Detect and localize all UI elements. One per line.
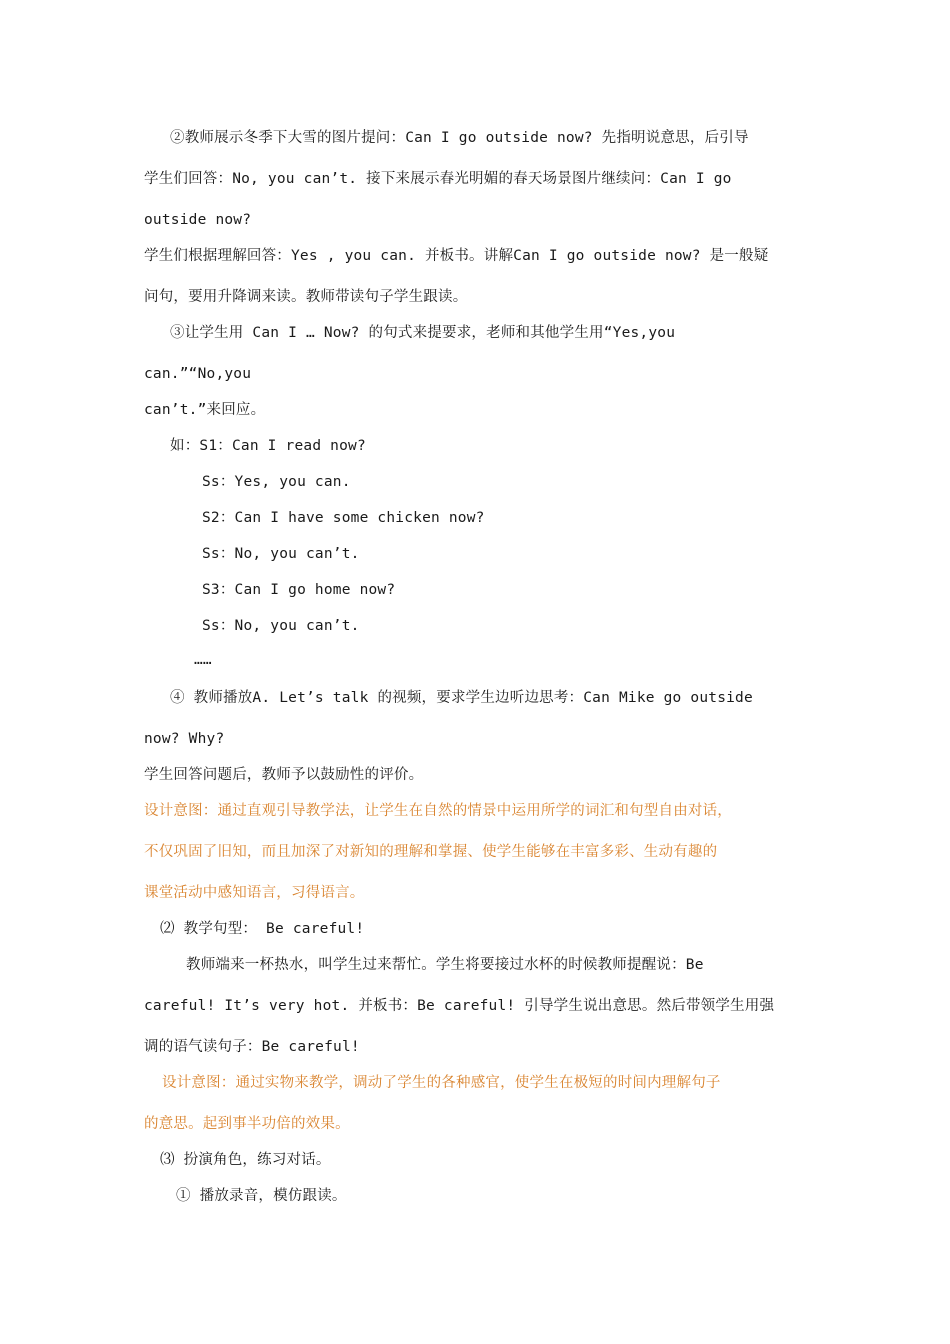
text-line: can.”“No,you — [144, 366, 252, 382]
text-line: 调的语气读句子：Be careful! — [144, 1039, 360, 1055]
text-line: now? Why? — [144, 731, 225, 747]
design-intent-line: 的意思。起到事半功倍的效果。 — [144, 1116, 350, 1132]
dialogue-line: S3：Can I go home now? — [202, 582, 396, 598]
design-intent-line: 不仅巩固了旧知，而且加深了对新知的理解和掌握、使学生能够在丰富多彩、生动有趣的 — [144, 844, 718, 860]
text-line: careful! It’s very hot. 并板书：Be careful! 引导学生说出意思。然后带领学生用强 — [144, 998, 775, 1014]
text-line: ① 播放录音，模仿跟读。 — [176, 1188, 347, 1204]
text-line: 教师端来一杯热水，叫学生过来帮忙。学生将要接过水杯的时候教师提醒说：Be — [186, 957, 704, 973]
text-line: ④ 教师播放A. Let’s talk 的视频，要求学生边听边思考：Can Mike go outside — [170, 690, 753, 706]
section-heading: ⑵ 教学句型： Be careful! — [160, 921, 365, 937]
ellipsis: …… — [194, 652, 212, 668]
text-line: 学生回答问题后，教师予以鼓励性的评价。 — [144, 767, 424, 783]
design-intent-line: 设计意图：通过实物来教学，调动了学生的各种感官，使学生在极短的时间内理解句子 — [162, 1075, 721, 1091]
text-line: 学生们回答：No, you can’t. 接下来展示春光明媚的春天场景图片继续问：Can I go — [144, 171, 732, 187]
dialogue-line: S2：Can I have some chicken now? — [202, 510, 485, 526]
text-line: ②教师展示冬季下大雪的图片提问：Can I go outside now? 先指明说意思，后引导 — [170, 130, 749, 146]
section-heading: ⑶ 扮演角色，练习对话。 — [160, 1152, 331, 1168]
dialogue-line: Ss：No, you can’t. — [202, 546, 360, 562]
dialogue-line: Ss：Yes, you can. — [202, 474, 351, 490]
design-intent-line: 设计意图：通过直观引导教学法，让学生在自然的情景中运用所学的词汇和句型自由对话， — [144, 803, 732, 819]
dialogue-line: 如：S1：Can I read now? — [170, 438, 366, 454]
text-line: ③让学生用 Can I … Now? 的句式来提要求，老师和其他学生用“Yes,you — [170, 325, 676, 341]
text-line: 问句，要用升降调来读。教师带读句子学生跟读。 — [144, 289, 468, 305]
text-line: outside now? — [144, 212, 252, 228]
text-line: can’t.”来回应。 — [144, 402, 266, 418]
text-line: 学生们根据理解回答：Yes , you can. 并板书。讲解Can I go outside now? 是一般疑 — [144, 248, 769, 264]
design-intent-line: 课堂活动中感知语言，习得语言。 — [144, 885, 365, 901]
dialogue-line: Ss：No, you can’t. — [202, 618, 360, 634]
